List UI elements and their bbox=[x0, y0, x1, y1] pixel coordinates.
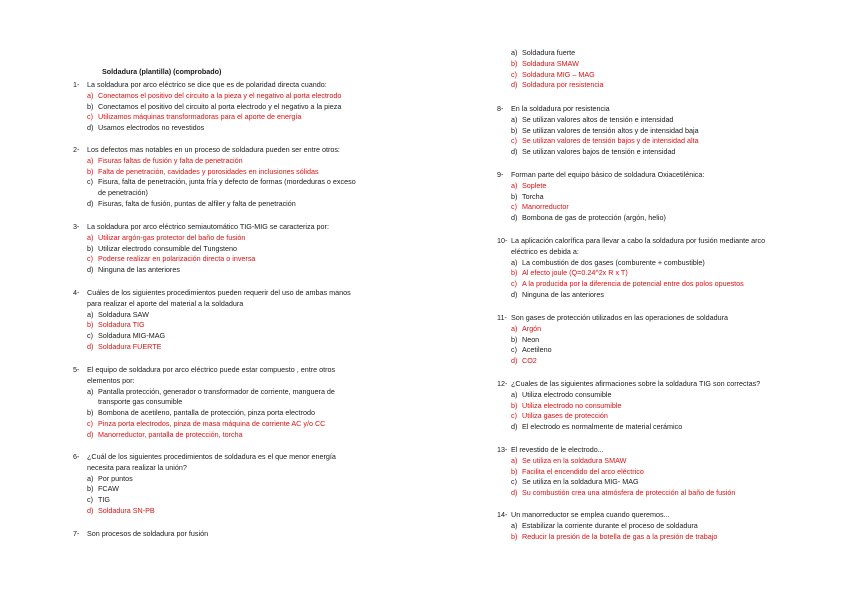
question-block bbox=[73, 222, 363, 276]
question-stem: ¿Cuál de los siguientes procedimientos de soldadura es el que menor energía necesita para realizar la unión? bbox=[87, 452, 336, 472]
option-letter: a) bbox=[511, 114, 518, 124]
option-text: Usamos electrodos no revestidos bbox=[98, 123, 205, 133]
question-stem: Los defectos mas notables en un proceso de soldadura pueden ser entre otros: bbox=[87, 145, 340, 154]
option-letter: d) bbox=[87, 341, 94, 351]
answer-option bbox=[497, 202, 787, 213]
answer-option bbox=[497, 467, 787, 478]
option-letter: d) bbox=[87, 198, 94, 208]
option-text: Fisuras faltas de fusión y falta de penetración bbox=[98, 155, 243, 165]
question-text bbox=[73, 145, 363, 156]
option-letter: b) bbox=[87, 243, 94, 253]
answer-option bbox=[73, 495, 363, 506]
answer-option bbox=[73, 177, 363, 199]
option-letter: b) bbox=[511, 125, 518, 135]
answer-option bbox=[73, 244, 363, 255]
answer-option bbox=[497, 521, 787, 532]
option-letter: d) bbox=[511, 147, 518, 157]
question-stem: ¿Cuales de las siguientes afirmaciones sobre la soldadura TIG son correctas? bbox=[511, 379, 761, 388]
answer-option bbox=[497, 192, 787, 203]
option-letter: c) bbox=[511, 136, 517, 146]
question-block bbox=[73, 452, 363, 517]
option-text: Se utilizan valores altos de tensión e intensidad bbox=[522, 114, 674, 124]
option-letter: b) bbox=[87, 166, 94, 176]
option-letter: c) bbox=[87, 112, 93, 122]
option-text: Reducir la presión de la botella de gas a la presión de trabajo bbox=[522, 531, 718, 541]
option-text: Ninguna de las anteriores bbox=[98, 265, 180, 275]
option-letter: b) bbox=[511, 466, 518, 476]
option-letter: c) bbox=[87, 495, 93, 505]
option-text: Bombona de gas de protección (argón, helio) bbox=[522, 213, 666, 223]
option-text: Utilizamos máquinas transformadoras para el aporte de energía bbox=[98, 112, 302, 122]
answer-option bbox=[497, 80, 787, 91]
answer-option bbox=[73, 91, 363, 102]
answer-option bbox=[497, 126, 787, 137]
option-text: Utiliza electrodo consumible bbox=[522, 389, 612, 399]
option-letter: a) bbox=[87, 155, 94, 165]
option-text: Neon bbox=[522, 334, 540, 344]
option-letter: c) bbox=[87, 254, 93, 264]
question-block bbox=[497, 445, 787, 499]
option-letter: d) bbox=[87, 429, 94, 439]
option-letter: a) bbox=[511, 180, 518, 190]
answer-option bbox=[73, 102, 363, 113]
option-letter: a) bbox=[511, 520, 518, 530]
option-text: Soldadura TIG bbox=[98, 320, 145, 330]
answer-option bbox=[73, 112, 363, 123]
option-text: Conectamos el positivo del circuito al porta electrodo y el negativo a la pieza bbox=[98, 101, 342, 111]
option-text: Por puntos bbox=[98, 473, 133, 483]
answer-option bbox=[497, 422, 787, 433]
option-letter: d) bbox=[511, 422, 518, 432]
option-text: Soldadura SAW bbox=[98, 309, 149, 319]
question-number: 2- bbox=[73, 145, 80, 154]
option-text: Torcha bbox=[522, 191, 544, 201]
question-stem: El equipo de soldadura por arco eléctrico puede estar compuesto , entre otros elementos por: bbox=[87, 365, 336, 385]
option-text: Su combustión crea una atmósfera de protección al baño de fusión bbox=[522, 488, 736, 498]
question-stem: Un manorreductor se emplea cuando queremos... bbox=[511, 510, 670, 519]
option-text: Se utiliza en la soldadura SMAW bbox=[522, 455, 627, 465]
answer-option bbox=[497, 70, 787, 81]
option-letter: c) bbox=[511, 69, 517, 79]
option-text: Pantalla protección, generador o transformador de corriente, manguera de transporte gas consumible bbox=[98, 386, 335, 407]
option-text: Acetileno bbox=[522, 345, 552, 355]
answer-option bbox=[497, 532, 787, 543]
answer-option bbox=[497, 147, 787, 158]
option-letter: a) bbox=[87, 90, 94, 100]
question-stem: Cuáles de los siguientes procedimientos pueden requerir del uso de ambas manos para realizar el aporte del material a la soldadura bbox=[87, 288, 351, 308]
option-text: Estabilizar la corriente durante el proceso de soldadura bbox=[522, 520, 698, 530]
option-letter: b) bbox=[511, 58, 518, 68]
question-stem: El revestido de le electrodo... bbox=[511, 445, 604, 454]
question-number: 10- bbox=[497, 236, 508, 245]
question-number: 4- bbox=[73, 288, 80, 297]
answer-option bbox=[497, 456, 787, 467]
question-text bbox=[497, 510, 787, 521]
answer-option bbox=[73, 387, 363, 409]
answer-option bbox=[73, 199, 363, 210]
option-letter: d) bbox=[511, 80, 518, 90]
answer-option bbox=[73, 320, 363, 331]
option-text: Utiliza gases de protección bbox=[522, 411, 608, 421]
option-letter: c) bbox=[511, 345, 517, 355]
option-letter: a) bbox=[511, 257, 518, 267]
answer-option bbox=[497, 356, 787, 367]
option-text: Soldadura por resistencia bbox=[522, 80, 604, 90]
option-text: Utiliza electrodo no consumible bbox=[522, 400, 622, 410]
question-text bbox=[73, 365, 363, 387]
answer-option bbox=[73, 342, 363, 353]
option-text: Conectamos el positivo del circuito a la pieza y el negativo al porta electrodo bbox=[98, 90, 342, 100]
option-text: Manorreductor, pantalla de protección, torcha bbox=[98, 429, 243, 439]
option-letter: c) bbox=[511, 477, 517, 487]
option-text: Utilizar electrodo consumible del Tungsteno bbox=[98, 243, 238, 253]
question-block bbox=[73, 529, 363, 540]
question-text bbox=[497, 379, 787, 390]
answer-option bbox=[497, 279, 787, 290]
option-text: La combustión de dos gases (comburente + combustible) bbox=[522, 257, 705, 267]
question-stem: La soldadura por arco eléctrico semiautomático TIG-MIG se caracteriza por: bbox=[87, 222, 329, 231]
option-letter: a) bbox=[511, 389, 518, 399]
answer-option bbox=[497, 136, 787, 147]
question-block bbox=[497, 510, 787, 542]
option-text: Soldadura MIG-MAG bbox=[98, 331, 166, 341]
answer-option bbox=[497, 181, 787, 192]
answer-option bbox=[73, 167, 363, 178]
question-stem: Son procesos de soldadura por fusión bbox=[87, 529, 209, 538]
question-number: 1- bbox=[73, 80, 80, 89]
option-text: Se utilizan valores de tensión altos y de intensidad baja bbox=[522, 125, 699, 135]
question-text bbox=[497, 445, 787, 456]
answer-option bbox=[497, 48, 787, 59]
question-stem: Forman parte del equipo básico de soldadura Oxiacetilénica: bbox=[511, 170, 705, 179]
option-text: Bombona de acetileno, pantalla de protección, pinza porta electrodo bbox=[98, 408, 315, 418]
option-letter: b) bbox=[87, 408, 94, 418]
answer-option bbox=[73, 123, 363, 134]
question-stem: La aplicación calorífica para llevar a cabo la soldadura por fusión mediante arco eléctrico es debida a: bbox=[511, 236, 766, 256]
question-number: 3- bbox=[73, 222, 80, 231]
question-text bbox=[497, 104, 787, 115]
question-block bbox=[497, 104, 787, 158]
option-letter: c) bbox=[87, 418, 93, 428]
answer-option bbox=[497, 390, 787, 401]
document-title: Soldadura (plantilla) (comprobado) bbox=[102, 67, 222, 76]
option-letter: d) bbox=[511, 213, 518, 223]
question-number: 7- bbox=[73, 529, 80, 538]
option-text: Ninguna de las anteriores bbox=[522, 289, 604, 299]
option-text: FCAW bbox=[98, 484, 119, 494]
option-text: Se utiliza en la soldadura MIG- MAG bbox=[522, 477, 639, 487]
option-letter: b) bbox=[511, 268, 518, 278]
question-block bbox=[497, 313, 787, 367]
question-text bbox=[73, 452, 363, 474]
option-text: Soldadura SMAW bbox=[522, 58, 579, 68]
option-letter: a) bbox=[87, 386, 94, 396]
option-text: A la producida por la diferencia de potencial entre dos polos opuestos bbox=[522, 279, 744, 289]
answer-option bbox=[497, 477, 787, 488]
question-block bbox=[73, 365, 363, 441]
option-letter: a) bbox=[511, 455, 518, 465]
question-text bbox=[73, 222, 363, 233]
option-text: Se utilizan valores de tensión bajos y de intensidad alta bbox=[522, 136, 699, 146]
option-letter: d) bbox=[87, 505, 94, 515]
option-text: Argón bbox=[522, 323, 542, 333]
option-text: El electrodo es normalmente de material cerámico bbox=[522, 422, 683, 432]
option-letter: a) bbox=[87, 232, 94, 242]
question-text bbox=[73, 529, 363, 540]
answer-option bbox=[497, 345, 787, 356]
question-number: 13- bbox=[497, 445, 508, 454]
answer-option bbox=[73, 506, 363, 517]
answer-option bbox=[497, 268, 787, 279]
answer-option bbox=[73, 430, 363, 441]
option-text: Facilita el encendido del arco eléctrico bbox=[522, 466, 644, 476]
option-letter: d) bbox=[87, 123, 94, 133]
option-text: Fisuras, falta de fusión, puntas de alfiler y falta de penetración bbox=[98, 198, 296, 208]
question-text bbox=[497, 313, 787, 324]
question-number: 14- bbox=[497, 510, 508, 519]
question-block bbox=[497, 379, 787, 433]
option-text: TIG bbox=[98, 495, 110, 505]
option-letter: d) bbox=[511, 289, 518, 299]
answer-option bbox=[497, 324, 787, 335]
answer-option bbox=[73, 233, 363, 244]
option-letter: b) bbox=[511, 191, 518, 201]
option-text: Se utilizan valores bajos de tensión e intensidad bbox=[522, 147, 676, 157]
answer-option bbox=[497, 290, 787, 301]
question-text bbox=[73, 80, 363, 91]
question-stem: En la soldadura por resistencia bbox=[511, 104, 610, 113]
answer-option bbox=[497, 488, 787, 499]
option-text: Poderse realizar en polarización directa o inversa bbox=[98, 254, 256, 264]
answer-option bbox=[73, 254, 363, 265]
option-text: Fisura, falta de penetración, junta fría y defecto de formas (mordeduras o exceso de penetración) bbox=[98, 177, 356, 198]
question-block bbox=[73, 80, 363, 134]
option-text: Pinza porta electrodos, pinza de masa máquina de corriente AC y/o CC bbox=[98, 418, 326, 428]
option-letter: b) bbox=[511, 400, 518, 410]
answer-option bbox=[497, 401, 787, 412]
answer-option bbox=[73, 265, 363, 276]
option-text: Soldadura FUERTE bbox=[98, 341, 162, 351]
option-letter: c) bbox=[87, 177, 93, 187]
answer-option bbox=[73, 484, 363, 495]
question-stem: Son gases de protección utilizados en las operaciones de soldadura bbox=[511, 313, 728, 322]
question-stem: La soldadura por arco eléctrico se dice que es de polaridad directa cuando: bbox=[87, 80, 327, 89]
option-letter: a) bbox=[511, 48, 518, 57]
question-text bbox=[497, 170, 787, 181]
option-text: Utilizar argón-gas protector del baño de fusión bbox=[98, 232, 246, 242]
answer-option bbox=[497, 335, 787, 346]
question-text bbox=[497, 236, 787, 258]
question-number: 9- bbox=[497, 170, 504, 179]
question-block bbox=[73, 288, 363, 353]
option-letter: b) bbox=[511, 531, 518, 541]
option-letter: b) bbox=[87, 101, 94, 111]
question-block bbox=[73, 145, 363, 210]
answer-option bbox=[497, 213, 787, 224]
option-text: Soplete bbox=[522, 180, 547, 190]
option-text: Soldadura MIG – MAG bbox=[522, 69, 595, 79]
answer-option bbox=[497, 258, 787, 269]
answer-option bbox=[73, 408, 363, 419]
answer-option bbox=[73, 419, 363, 430]
question-7-options bbox=[497, 48, 787, 91]
question-number: 8- bbox=[497, 104, 504, 113]
question-text bbox=[73, 288, 363, 310]
answer-option bbox=[497, 59, 787, 70]
option-text: Soldadura SN-PB bbox=[98, 505, 155, 515]
option-letter: d) bbox=[511, 356, 518, 366]
question-block bbox=[497, 236, 787, 301]
option-text: Soldadura fuerte bbox=[522, 48, 576, 57]
option-text: CO2 bbox=[522, 356, 537, 366]
answer-option bbox=[497, 411, 787, 422]
option-letter: d) bbox=[87, 265, 94, 275]
option-letter: b) bbox=[511, 334, 518, 344]
option-letter: b) bbox=[87, 484, 94, 494]
option-letter: b) bbox=[87, 320, 94, 330]
option-letter: a) bbox=[87, 473, 94, 483]
answer-option bbox=[73, 310, 363, 321]
option-letter: c) bbox=[511, 411, 517, 421]
option-letter: a) bbox=[87, 309, 94, 319]
option-letter: c) bbox=[87, 331, 93, 341]
option-letter: d) bbox=[511, 488, 518, 498]
answer-option bbox=[73, 474, 363, 485]
option-text: Manorreductor bbox=[522, 202, 569, 212]
question-number: 5- bbox=[73, 365, 80, 374]
answer-option bbox=[73, 156, 363, 167]
option-text: Falta de penetración, cavidades y porosidades en inclusiones sólidas bbox=[98, 166, 319, 176]
option-letter: c) bbox=[511, 202, 517, 212]
question-number: 11- bbox=[497, 313, 507, 322]
answer-option bbox=[73, 331, 363, 342]
option-letter: a) bbox=[511, 323, 518, 333]
option-letter: c) bbox=[511, 279, 517, 289]
question-block bbox=[497, 170, 787, 224]
answer-option bbox=[497, 115, 787, 126]
option-text: Al efecto joule (Q=0.24^2x R x T) bbox=[522, 268, 628, 278]
question-number: 6- bbox=[73, 452, 80, 461]
question-number: 12- bbox=[497, 379, 508, 388]
